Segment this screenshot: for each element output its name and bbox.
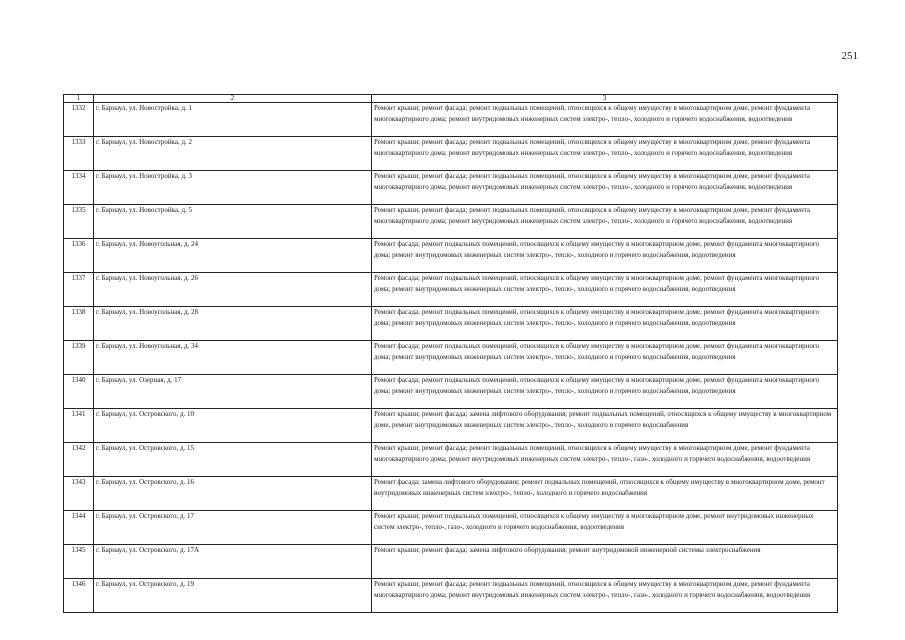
- row-number: 1335: [64, 205, 94, 239]
- row-works: Ремонт крыши; ремонт фасада; ремонт подвальных помещений, относящихся к общему имуществу в многоквартирном доме, ремонт фундамента многоквартирного дома; ремонт внутридомовых инженерных систем электро-, тепло-, холодного и горячего водоснабжения, водоотведения: [372, 205, 838, 239]
- row-address: г. Барнаул, ул. Новоугольная, д. 26: [94, 273, 372, 307]
- row-address: г. Барнаул, ул. Новостройка, д. 5: [94, 205, 372, 239]
- row-address: г. Барнаул, ул. Новоугольная, д. 34: [94, 341, 372, 375]
- table-row: [64, 307, 838, 341]
- row-number: 1333: [64, 137, 94, 171]
- row-works: Ремонт фасада; замена лифтового оборудования; ремонт подвальных помещений, относящихся к общему имуществу в многоквартирном доме, ремонт внутридомовых инженерных систем электро-, тепло-, холодного и горячего водоснабжения: [372, 477, 838, 511]
- repair-table: [63, 94, 838, 613]
- row-number: 1345: [64, 545, 94, 579]
- table-row: [64, 205, 838, 239]
- table-row: [64, 137, 838, 171]
- row-number: 1346: [64, 579, 94, 613]
- page-number: 251: [841, 50, 858, 62]
- row-number: 1334: [64, 171, 94, 205]
- row-number: 1341: [64, 409, 94, 443]
- table-row: [64, 545, 838, 579]
- row-works: Ремонт крыши; ремонт фасада; ремонт подвальных помещений, относящихся к общему имуществу в многоквартирном доме, ремонт фундамента многоквартирного дома; ремонт внутридомовых инженерных систем электро-, тепло-, холодного и горячего водоснабжения, водоотведения: [372, 171, 838, 205]
- row-works: Ремонт фасада; ремонт подвальных помещений, относящихся к общему имуществу в многоквартирном доме, ремонт фундамента многоквартирного дома; ремонт внутридомовых инженерных систем электро-, тепло-, холодного и горячего водоснабжения, водоотведения: [372, 375, 838, 409]
- row-number: 1344: [64, 511, 94, 545]
- row-number: 1343: [64, 477, 94, 511]
- table-row: [64, 375, 838, 409]
- row-number: 1340: [64, 375, 94, 409]
- row-address: г. Барнаул, ул. Новоугольная, д. 28: [94, 307, 372, 341]
- row-address: г. Барнаул, ул. Островского, д. 19: [94, 579, 372, 613]
- row-number: 1342: [64, 443, 94, 477]
- table-row: [64, 239, 838, 273]
- table-row: [64, 273, 838, 307]
- row-works: Ремонт фасада; ремонт подвальных помещений, относящихся к общему имуществу в многоквартирном доме, ремонт фундамента многоквартирного дома; ремонт внутридомовых инженерных систем электро-, тепло-, холодного и горячего водоснабжения, водоотведения: [372, 273, 838, 307]
- row-address: г. Барнаул, ул. Новоугольная, д. 24: [94, 239, 372, 273]
- row-address: г. Барнаул, ул. Островского, д. 17А: [94, 545, 372, 579]
- table-row: [64, 171, 838, 205]
- header-col-1: 1: [64, 95, 94, 103]
- row-number: 1338: [64, 307, 94, 341]
- row-address: г. Барнаул, ул. Островского, д. 15: [94, 443, 372, 477]
- row-works: Ремонт фасада; ремонт подвальных помещений, относящихся к общему имуществу в многоквартирном доме, ремонт фундамента многоквартирного дома; ремонт внутридомовых инженерных систем электро-, тепло-, холодного и горячего водоснабжения, водоотведения: [372, 307, 838, 341]
- row-address: г. Барнаул, ул. Островского, д. 17: [94, 511, 372, 545]
- table-row: [64, 443, 838, 477]
- row-works: Ремонт крыши; ремонт фасада; ремонт подвальных помещений, относящихся к общему имуществу в многоквартирном доме, ремонт фундамента многоквартирного дома; ремонт внутридомовых инженерных систем электро-, тепло-, газо-, холодного и горячего водоснабжения, водоотведения: [372, 579, 838, 613]
- row-number: 1339: [64, 341, 94, 375]
- table-header: [64, 95, 838, 103]
- table-row: [64, 579, 838, 613]
- row-works: Ремонт крыши; ремонт фасада; ремонт подвальных помещений, относящихся к общему имуществу в многоквартирном доме, ремонт фундамента многоквартирного дома; ремонт внутридомовых инженерных систем электро-, тепло-, холодного и горячего водоснабжения, водоотведения: [372, 137, 838, 171]
- row-number: 1332: [64, 103, 94, 137]
- row-address: г. Барнаул, ул. Новостройка, д. 3: [94, 171, 372, 205]
- header-col-3: 3: [372, 95, 838, 103]
- table-row: [64, 341, 838, 375]
- row-works: Ремонт крыши; ремонт подвальных помещений, относящихся к общему имуществу в многоквартирном доме, ремонт внутридомовых инженерных систем электро-, тепло-, газо-, холодного и горячего водоснабжения, водоотведения: [372, 511, 838, 545]
- header-row: [64, 95, 838, 103]
- row-address: г. Барнаул, ул. Озерная, д. 17: [94, 375, 372, 409]
- row-works: Ремонт фасада; ремонт подвальных помещений, относящихся к общему имуществу в многоквартирном доме, ремонт фундамента многоквартирного дома; ремонт внутридомовых инженерных систем электро-, тепло-, холодного и горячего водоснабжения, водоотведения: [372, 239, 838, 273]
- header-col-2: 2: [94, 95, 372, 103]
- table-body: [64, 103, 838, 613]
- row-works: Ремонт крыши; ремонт фасада; ремонт подвальных помещений, относящихся к общему имуществу в многоквартирном доме, ремонт фундамента многоквартирного дома; ремонт внутридомовых инженерных систем электро-, тепло-, холодного и горячего водоснабжения, водоотведения: [372, 103, 838, 137]
- table-row: [64, 103, 838, 137]
- row-address: г. Барнаул, ул. Новостройка, д. 2: [94, 137, 372, 171]
- row-address: г. Барнаул, ул. Островского, д. 16: [94, 477, 372, 511]
- row-works: Ремонт крыши; ремонт фасада; замена лифтового оборудования; ремонт подвальных помещений, относящихся к общему имуществу в многоквартирном доме, ремонт внутридомовых инженерных систем электро-, тепло-, холодного и горячего водоснабжения: [372, 409, 838, 443]
- row-number: 1336: [64, 239, 94, 273]
- table-row: [64, 409, 838, 443]
- row-works: Ремонт крыши; ремонт фасада; ремонт подвальных помещений, относящихся к общему имуществу в многоквартирном доме, ремонт фундамента многоквартирного дома; ремонт внутридомовых инженерных систем электро-, тепло-, газо-, холодного и горячего водоснабжения, водоотведения: [372, 443, 838, 477]
- table-row: [64, 477, 838, 511]
- row-number: 1337: [64, 273, 94, 307]
- row-works: Ремонт фасада; ремонт подвальных помещений, относящихся к общему имуществу в многоквартирном доме, ремонт фундамента многоквартирного дома; ремонт внутридомовых инженерных систем электро-, тепло-, холодного и горячего водоснабжения, водоотведения: [372, 341, 838, 375]
- row-works: Ремонт крыши; ремонт фасада; замена лифтового оборудования; ремонт внутридомовой инженерной системы электроснабжения: [372, 545, 838, 579]
- row-address: г. Барнаул, ул. Новостройка, д. 1: [94, 103, 372, 137]
- table-row: [64, 511, 838, 545]
- row-address: г. Барнаул, ул. Островского, д. 10: [94, 409, 372, 443]
